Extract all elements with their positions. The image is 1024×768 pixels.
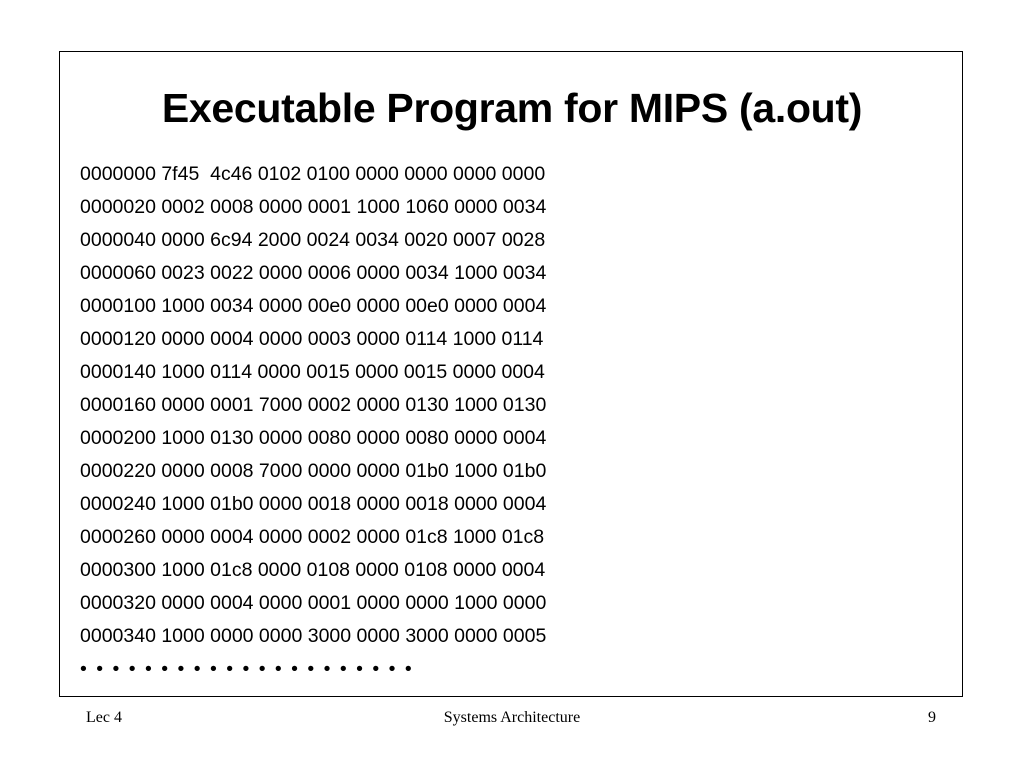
dump-line: 0000040 0000 6c94 2000 0024 0034 0020 0007 0028 bbox=[80, 229, 546, 251]
dump-line: 0000320 0000 0004 0000 0001 0000 0000 1000 0000 bbox=[80, 592, 547, 614]
dump-line: 0000220 0000 0008 7000 0000 0000 01b0 1000 01b0 bbox=[80, 460, 547, 482]
dump-line: 0000240 1000 01b0 0000 0018 0000 0018 0000 0004 bbox=[80, 493, 547, 515]
dump-line: 0000020 0002 0008 0000 0001 1000 1060 0000 0034 bbox=[80, 196, 547, 218]
slide-title: Executable Program for MIPS (a.out) bbox=[161, 85, 863, 131]
footer-course-title: Systems Architecture bbox=[443, 709, 581, 726]
footer-page-number: 9 bbox=[928, 709, 936, 726]
dump-line: 0000000 7f45 4c46 0102 0100 0000 0000 0000 0000 bbox=[80, 163, 546, 185]
dump-line: 0000200 1000 0130 0000 0080 0000 0080 0000 0004 bbox=[80, 427, 547, 449]
dump-line: 0000060 0023 0022 0000 0006 0000 0034 1000 0034 bbox=[80, 262, 547, 284]
continuation-dots: • • • • • • • • • • • • • • • • • • • • • bbox=[80, 658, 414, 680]
footer-lecture: Lec 4 bbox=[86, 709, 122, 726]
dump-line: 0000120 0000 0004 0000 0003 0000 0114 1000 0114 bbox=[80, 328, 544, 350]
dump-line: 0000140 1000 0114 0000 0015 0000 0015 0000 0004 bbox=[80, 361, 545, 383]
dump-line: 0000340 1000 0000 0000 3000 0000 3000 0000 0005 bbox=[80, 625, 547, 647]
dump-line: 0000100 1000 0034 0000 00e0 0000 00e0 0000 0004 bbox=[80, 295, 547, 317]
dump-line: 0000160 0000 0001 7000 0002 0000 0130 1000 0130 bbox=[80, 394, 547, 416]
hex-dump bbox=[80, 158, 546, 686]
dump-line: 0000260 0000 0004 0000 0002 0000 01c8 1000 01c8 bbox=[80, 526, 545, 548]
dump-line: 0000300 1000 01c8 0000 0108 0000 0108 0000 0004 bbox=[80, 559, 546, 581]
